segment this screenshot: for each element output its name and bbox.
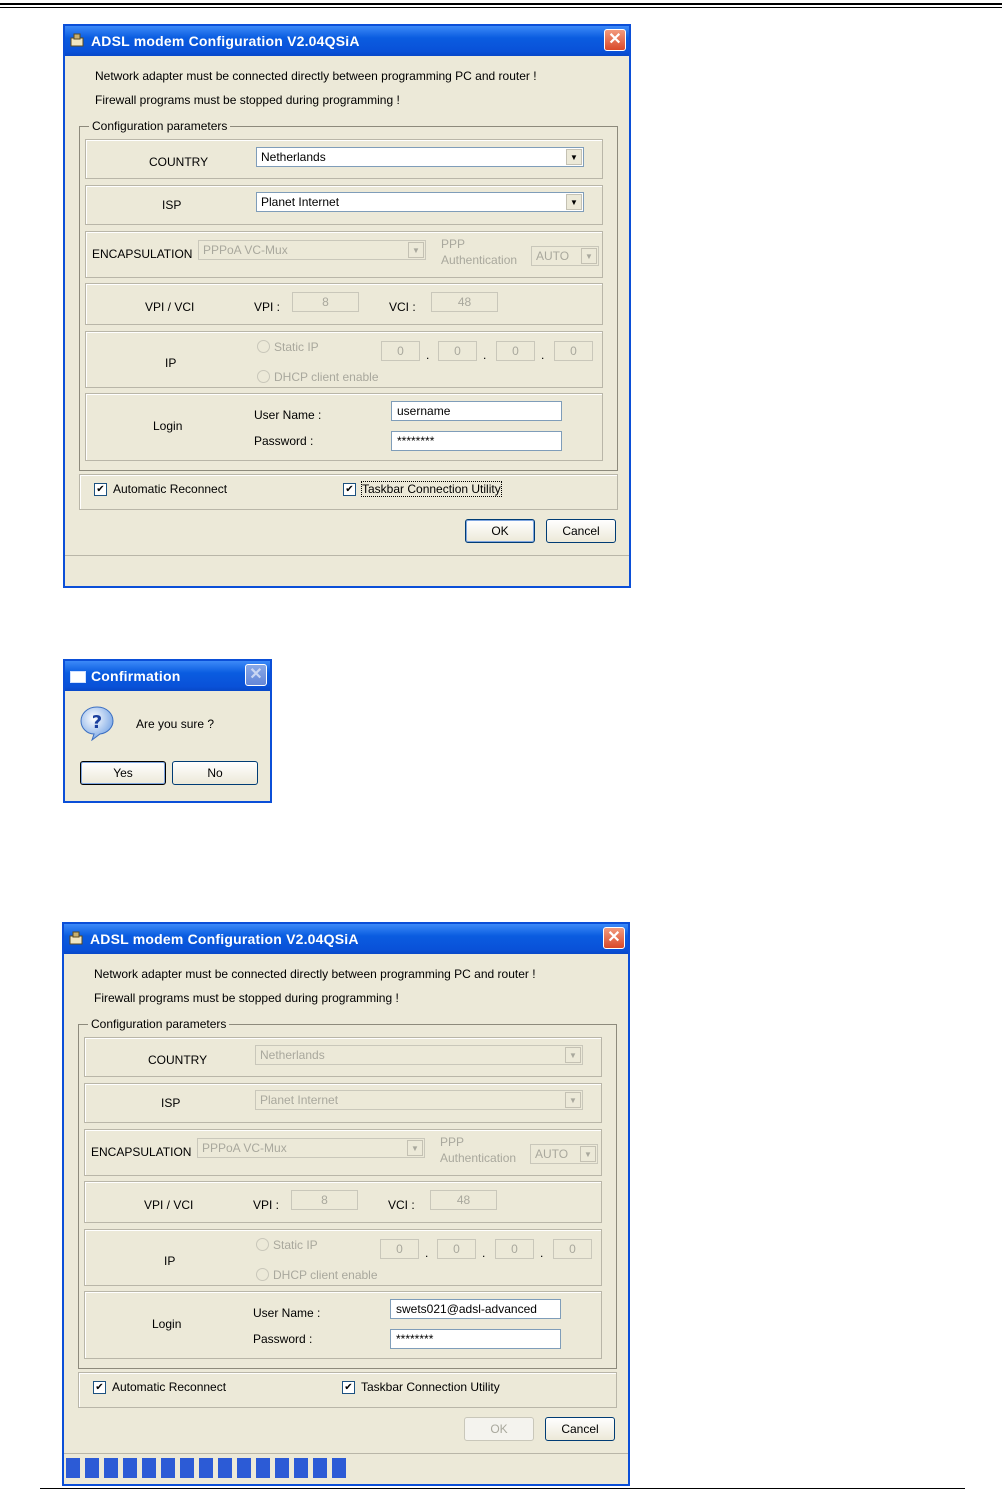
vpi-field[interactable] bbox=[292, 292, 359, 312]
ip-octet-value: 0 bbox=[453, 1242, 460, 1256]
ip-label: IP bbox=[164, 1254, 176, 1268]
app-icon bbox=[70, 33, 84, 47]
login-label: Login bbox=[153, 419, 183, 433]
ip-octet-value: 0 bbox=[569, 1242, 576, 1256]
authentication-select[interactable] bbox=[531, 246, 599, 266]
close-icon[interactable]: ✕ bbox=[604, 29, 626, 51]
static-ip-radio[interactable] bbox=[257, 340, 270, 353]
taskbar-utility-label[interactable]: Taskbar Connection Utility bbox=[361, 1380, 500, 1394]
encapsulation-value: PPPoA VC-Mux bbox=[203, 243, 288, 257]
vci-value: 48 bbox=[456, 1193, 471, 1207]
window-icon bbox=[70, 671, 86, 683]
country-value: Netherlands bbox=[260, 1048, 325, 1062]
ip-octet-4[interactable] bbox=[554, 341, 593, 361]
password-label: Password : bbox=[253, 1332, 313, 1346]
username-input[interactable] bbox=[391, 401, 562, 421]
progress-block bbox=[123, 1458, 137, 1478]
question-icon bbox=[79, 705, 115, 741]
vpi-label: VPI : bbox=[253, 1198, 280, 1212]
notice-firewall: Firewall programs must be stopped during programming ! bbox=[95, 93, 400, 107]
authentication-value: AUTO bbox=[536, 249, 570, 263]
username-label: User Name : bbox=[254, 408, 322, 422]
notice-firewall: Firewall programs must be stopped during programming ! bbox=[94, 991, 399, 1005]
confirmation-dialog bbox=[63, 659, 272, 803]
vpivci-label: VPI / VCI bbox=[144, 1198, 194, 1212]
vpi-field[interactable] bbox=[291, 1190, 358, 1210]
dhcp-label: DHCP client enable bbox=[274, 370, 379, 384]
static-ip-radio[interactable] bbox=[256, 1238, 269, 1251]
ip-dot: . bbox=[541, 348, 545, 362]
username-value: username bbox=[397, 404, 451, 418]
ip-dot: . bbox=[482, 1246, 486, 1260]
ip-octet-value: 0 bbox=[396, 1242, 403, 1256]
progress-block bbox=[313, 1458, 327, 1478]
authentication-label: Authentication bbox=[440, 1151, 517, 1165]
ip-octet-value: 0 bbox=[397, 344, 404, 358]
encapsulation-label: ENCAPSULATION bbox=[92, 247, 193, 261]
username-label: User Name : bbox=[253, 1306, 321, 1320]
page-top-rule-thin bbox=[0, 7, 1002, 8]
ip-label: IP bbox=[165, 356, 177, 370]
status-bar bbox=[64, 1453, 628, 1484]
progress-block bbox=[66, 1458, 80, 1478]
encapsulation-value: PPPoA VC-Mux bbox=[202, 1141, 287, 1155]
encapsulation-select[interactable] bbox=[198, 240, 426, 260]
country-select[interactable] bbox=[255, 1045, 583, 1065]
vci-field[interactable] bbox=[431, 292, 498, 312]
auto-reconnect-label[interactable]: Automatic Reconnect bbox=[113, 482, 228, 496]
progress-block bbox=[161, 1458, 175, 1478]
password-value: ******** bbox=[396, 1332, 434, 1346]
encapsulation-label: ENCAPSULATION bbox=[91, 1145, 192, 1159]
cancel-button[interactable]: Cancel bbox=[545, 1417, 615, 1441]
ip-dot: . bbox=[426, 348, 430, 362]
close-icon[interactable]: ✕ bbox=[603, 927, 625, 949]
progress-block bbox=[256, 1458, 270, 1478]
titlebar[interactable] bbox=[64, 924, 628, 954]
ip-dot: . bbox=[483, 348, 487, 362]
taskbar-utility-checkbox[interactable]: ✔ bbox=[343, 483, 356, 496]
isp-value: Planet Internet bbox=[260, 1093, 339, 1107]
ip-octet-1[interactable] bbox=[380, 1239, 419, 1259]
isp-select[interactable] bbox=[256, 192, 584, 212]
chevron-down-icon[interactable]: ▼ bbox=[566, 194, 582, 210]
country-label: COUNTRY bbox=[148, 1053, 208, 1067]
ppp-label: PPP bbox=[441, 237, 466, 251]
progress-block bbox=[142, 1458, 156, 1478]
dhcp-label: DHCP client enable bbox=[273, 1268, 378, 1282]
authentication-label: Authentication bbox=[441, 253, 518, 267]
vpi-label: VPI : bbox=[254, 300, 281, 314]
close-icon[interactable]: ✕ bbox=[245, 664, 267, 686]
window-title: ADSL modem Configuration V2.04QSiA bbox=[91, 33, 360, 49]
ppp-label: PPP bbox=[440, 1135, 465, 1149]
ip-octet-2[interactable] bbox=[438, 341, 477, 361]
notice-adapter: Network adapter must be connected directly between programming PC and router ! bbox=[94, 967, 536, 981]
ip-octet-value: 0 bbox=[570, 344, 577, 358]
chevron-down-icon[interactable]: ▼ bbox=[565, 1092, 581, 1108]
progress-block bbox=[294, 1458, 308, 1478]
chevron-down-icon[interactable]: ▼ bbox=[581, 248, 597, 264]
progress-block bbox=[180, 1458, 194, 1478]
vci-label: VCI : bbox=[388, 1198, 415, 1212]
country-label: COUNTRY bbox=[149, 155, 209, 169]
username-value: swets021@adsl-advanced bbox=[396, 1302, 537, 1316]
window-title: ADSL modem Configuration V2.04QSiA bbox=[90, 931, 359, 947]
no-button[interactable]: No bbox=[172, 761, 258, 785]
progress-block bbox=[275, 1458, 289, 1478]
cancel-button[interactable]: Cancel bbox=[546, 519, 616, 543]
chevron-down-icon[interactable]: ▼ bbox=[407, 1140, 423, 1156]
progress-block bbox=[104, 1458, 118, 1478]
dialog-title: Confirmation bbox=[91, 668, 181, 684]
chevron-down-icon[interactable]: ▼ bbox=[565, 1047, 581, 1063]
ip-octet-value: 0 bbox=[454, 344, 461, 358]
progress-block bbox=[218, 1458, 232, 1478]
auto-reconnect-checkbox[interactable]: ✔ bbox=[93, 1381, 106, 1394]
password-value: ******** bbox=[397, 434, 435, 448]
taskbar-utility-checkbox[interactable]: ✔ bbox=[342, 1381, 355, 1394]
isp-select[interactable] bbox=[255, 1090, 583, 1110]
yes-button[interactable]: Yes bbox=[80, 761, 166, 785]
ok-button[interactable]: OK bbox=[464, 1417, 534, 1441]
ip-octet-3[interactable] bbox=[496, 341, 535, 361]
chevron-down-icon[interactable]: ▼ bbox=[408, 242, 424, 258]
vci-label: VCI : bbox=[389, 300, 416, 314]
progress-block bbox=[332, 1458, 346, 1478]
chevron-down-icon[interactable]: ▼ bbox=[580, 1146, 596, 1162]
ip-octet-2[interactable] bbox=[437, 1239, 476, 1259]
confirm-message: Are you sure ? bbox=[136, 717, 215, 731]
group-title: Configuration parameters bbox=[89, 119, 230, 133]
app-icon bbox=[69, 931, 83, 945]
titlebar[interactable] bbox=[65, 661, 270, 691]
config-window-1 bbox=[63, 24, 631, 588]
ok-button[interactable]: OK bbox=[465, 519, 535, 543]
vpi-value: 8 bbox=[321, 1193, 328, 1207]
group-title: Configuration parameters bbox=[88, 1017, 229, 1031]
ip-octet-1[interactable] bbox=[381, 341, 420, 361]
password-input[interactable] bbox=[391, 431, 562, 451]
password-label: Password : bbox=[254, 434, 314, 448]
ip-octet-3[interactable] bbox=[495, 1239, 534, 1259]
progress-block bbox=[199, 1458, 213, 1478]
config-window-2 bbox=[62, 922, 630, 1486]
notice-adapter: Network adapter must be connected directly between programming PC and router ! bbox=[95, 69, 537, 83]
progress-block bbox=[237, 1458, 251, 1478]
titlebar[interactable] bbox=[65, 26, 629, 56]
authentication-value: AUTO bbox=[535, 1147, 569, 1161]
vpi-value: 8 bbox=[322, 295, 329, 309]
ip-octet-4[interactable] bbox=[553, 1239, 592, 1259]
country-select[interactable] bbox=[256, 147, 584, 167]
svg-text:?: ? bbox=[91, 712, 103, 733]
ip-dot: . bbox=[425, 1246, 429, 1260]
chevron-down-icon[interactable]: ▼ bbox=[566, 149, 582, 165]
progress-block bbox=[85, 1458, 99, 1478]
isp-label: ISP bbox=[162, 198, 182, 212]
page-top-rule bbox=[0, 3, 1002, 5]
password-input[interactable] bbox=[390, 1329, 561, 1349]
ip-octet-value: 0 bbox=[512, 344, 519, 358]
static-ip-label: Static IP bbox=[274, 340, 319, 354]
vci-value: 48 bbox=[457, 295, 472, 309]
auto-reconnect-checkbox[interactable]: ✔ bbox=[94, 483, 107, 496]
isp-label: ISP bbox=[161, 1096, 181, 1110]
vpivci-label: VPI / VCI bbox=[145, 300, 195, 314]
vci-field[interactable] bbox=[430, 1190, 497, 1210]
static-ip-label: Static IP bbox=[273, 1238, 318, 1252]
page-bottom-rule bbox=[40, 1488, 965, 1489]
login-label: Login bbox=[152, 1317, 182, 1331]
isp-value: Planet Internet bbox=[261, 195, 340, 209]
ip-octet-value: 0 bbox=[511, 1242, 518, 1256]
progress-bar bbox=[66, 1454, 366, 1484]
encapsulation-select[interactable] bbox=[197, 1138, 425, 1158]
status-bar bbox=[65, 555, 629, 586]
username-input[interactable] bbox=[390, 1299, 561, 1319]
auto-reconnect-label[interactable]: Automatic Reconnect bbox=[112, 1380, 227, 1394]
dhcp-radio[interactable] bbox=[257, 370, 270, 383]
ip-dot: . bbox=[540, 1246, 544, 1260]
dhcp-radio[interactable] bbox=[256, 1268, 269, 1281]
country-value: Netherlands bbox=[261, 150, 326, 164]
authentication-select[interactable] bbox=[530, 1144, 598, 1164]
taskbar-utility-label[interactable]: Taskbar Connection Utility bbox=[362, 482, 501, 496]
